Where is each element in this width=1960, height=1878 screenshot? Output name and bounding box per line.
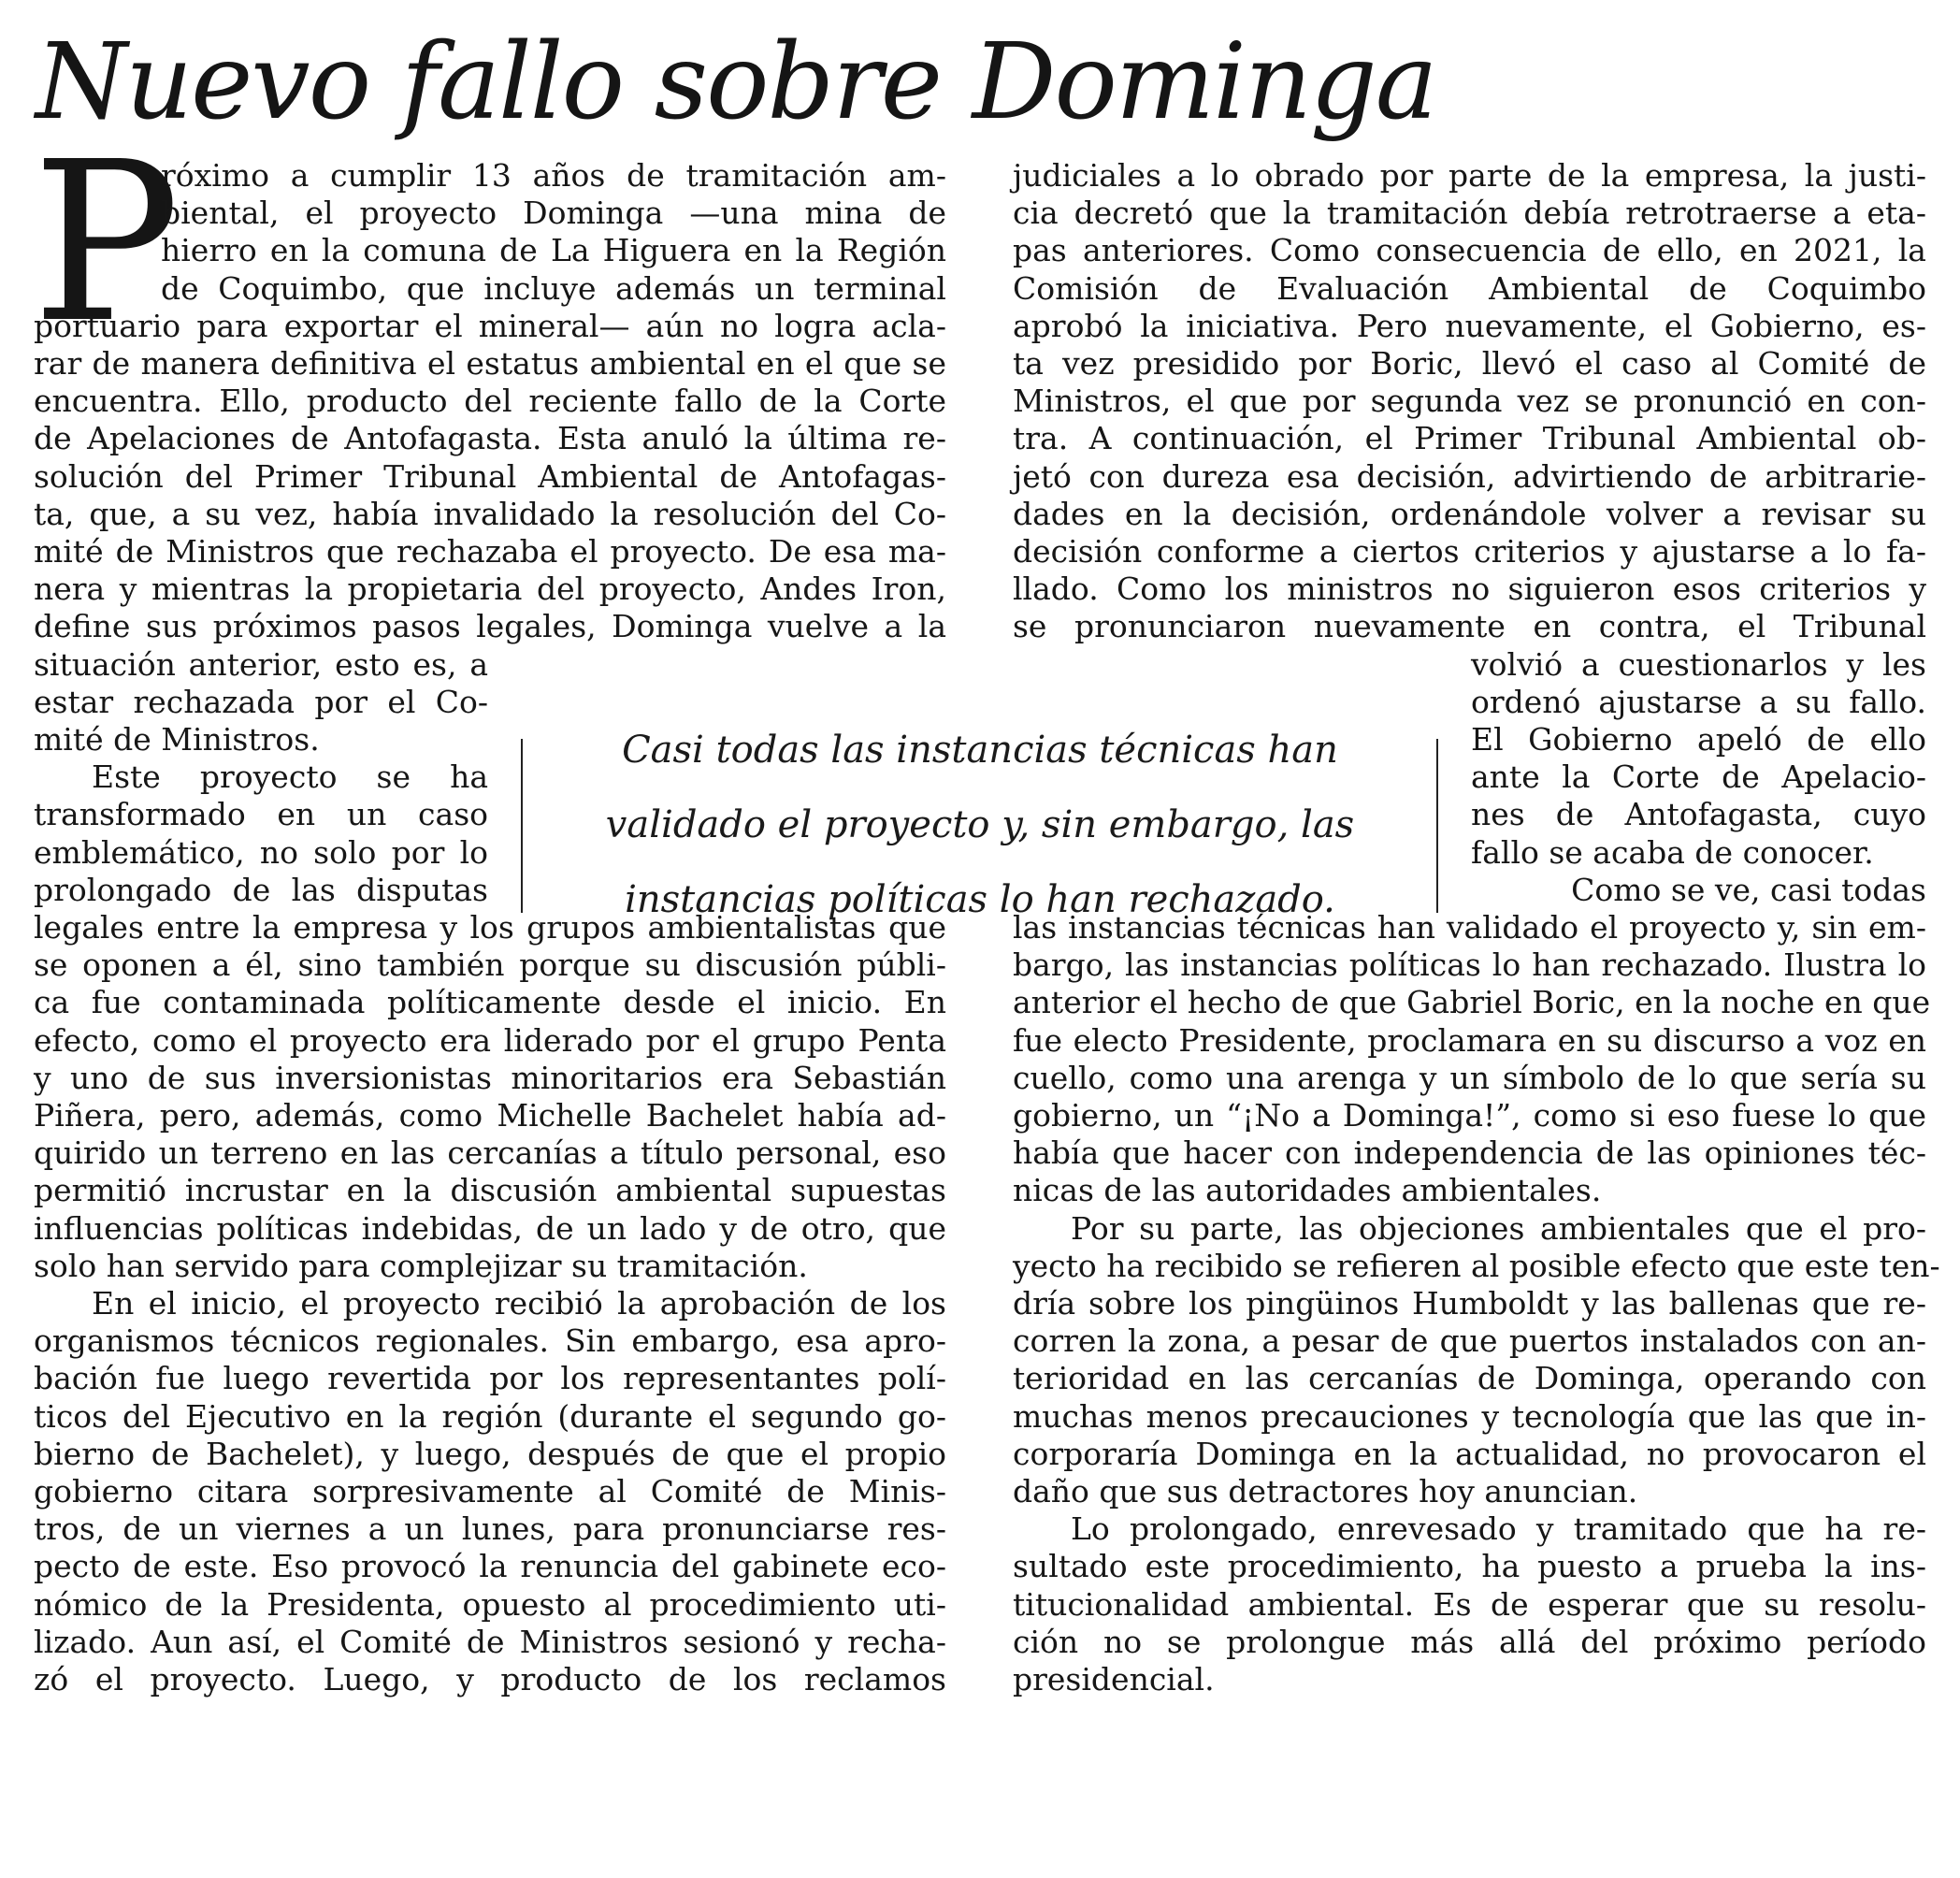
body-text-line: jetó con dureza esa decisión, advirtiendo de arbitrarie- bbox=[1013, 457, 1926, 495]
body-text-line: El Gobierno apeló de ello bbox=[1471, 721, 1926, 758]
body-text-line: bación fue luego revertida por los representantes polí- bbox=[34, 1360, 946, 1397]
body-text-line: daño que sus detractores hoy anuncian. bbox=[1013, 1473, 1638, 1510]
body-text-line: nómico de la Presidenta, opuesto al procedimiento uti- bbox=[34, 1585, 946, 1623]
body-text-line: efecto, como el proyecto era liderado por el grupo Penta bbox=[34, 1021, 946, 1059]
body-text-line: se oponen a él, sino también porque su discusión públi- bbox=[34, 946, 946, 984]
body-text-line: se pronunciaron nuevamente en contra, el Tribunal bbox=[1013, 608, 1926, 645]
body-text-line: judiciales a lo obrado por parte de la empresa, la justi- bbox=[1013, 157, 1926, 194]
body-text-line: volvió a cuestionarlos y les bbox=[1471, 645, 1926, 683]
body-text-line: de Coquimbo, que incluye además un terminal bbox=[161, 269, 946, 307]
body-text-line: pas anteriores. Como consecuencia de ello, en 2021, la bbox=[1013, 232, 1926, 269]
pull-quote-line: instancias políticas lo han rechazado. bbox=[625, 878, 1335, 921]
body-text-line: fue electo Presidente, proclamara en su discurso a voz en bbox=[1013, 1021, 1926, 1059]
body-text-line: nera y mientras la propietaria del proyecto, Andes Iron, bbox=[34, 571, 946, 608]
body-text-line: influencias políticas indebidas, de un lado y de otro, que bbox=[34, 1209, 946, 1247]
body-text-line: cia decretó que la tramitación debía retrotraerse a eta- bbox=[1013, 195, 1926, 232]
body-text-line: En el inicio, el proyecto recibió la aprobación de los bbox=[92, 1285, 946, 1322]
body-text-line: Este proyecto se ha bbox=[92, 758, 488, 796]
body-text-line: bierno de Bachelet), y luego, después de que el propio bbox=[34, 1435, 946, 1472]
body-text-line: había que hacer con independencia de las opiniones téc- bbox=[1013, 1134, 1926, 1172]
body-text-line: ca fue contaminada políticamente desde el inicio. En bbox=[34, 984, 946, 1021]
drop-cap: P bbox=[32, 114, 180, 371]
body-text-line: mité de Ministros que rechazaba el proyecto. De esa ma- bbox=[34, 533, 946, 570]
body-text-line: decisión conforme a ciertos criterios y ajustarse a lo fa- bbox=[1013, 533, 1926, 570]
body-text-line: define sus próximos pasos legales, Dominga vuelve a la bbox=[34, 608, 946, 645]
body-text-line: tros, de un viernes a un lunes, para pronunciarse res- bbox=[34, 1510, 946, 1548]
body-text-line: corren la zona, a pesar de que puertos instalados con an- bbox=[1013, 1322, 1926, 1360]
body-text-line: tra. A continuación, el Primer Tribunal Ambiental ob- bbox=[1013, 420, 1926, 457]
body-text-line: ta vez presidido por Boric, llevó el caso al Comité de bbox=[1013, 345, 1926, 382]
body-text-line: prolongado de las disputas bbox=[34, 871, 488, 908]
body-text-line: quirido un terreno en las cercanías a título personal, eso bbox=[34, 1134, 946, 1172]
body-text-line: aprobó la iniciativa. Pero nuevamente, el Gobierno, es- bbox=[1013, 307, 1926, 344]
body-text-line: solución del Primer Tribunal Ambiental de Antofagas- bbox=[34, 457, 946, 495]
body-text-line: portuario para exportar el mineral— aún no logra acla- bbox=[34, 307, 946, 344]
body-text-line: lizado. Aun así, el Comité de Ministros sesionó y recha- bbox=[34, 1623, 946, 1660]
body-text-line: rar de manera definitiva el estatus ambiental en el que se bbox=[34, 345, 946, 382]
body-text-line: Ministros, el que por segunda vez se pronunció en con- bbox=[1013, 383, 1926, 420]
body-text-line: ordenó ajustarse a su fallo. bbox=[1471, 683, 1926, 720]
body-text-line: anterior el hecho de que Gabriel Boric, en la noche en que bbox=[1013, 984, 1931, 1021]
body-text-line: permitió incrustar en la discusión ambiental supuestas bbox=[34, 1172, 946, 1209]
body-text-line: mité de Ministros. bbox=[34, 721, 320, 758]
body-text-line: cuello, como una arenga y un símbolo de lo que sería su bbox=[1013, 1059, 1926, 1096]
body-text-line: encuentra. Ello, producto del reciente fallo de la Corte bbox=[34, 383, 946, 420]
pull-quote-line: validado el proyecto y, sin embargo, las bbox=[605, 803, 1355, 846]
body-text-line: y uno de sus inversionistas minoritarios era Sebastián bbox=[34, 1059, 946, 1096]
body-text-line: róximo a cumplir 13 años de tramitación am- bbox=[161, 157, 946, 194]
body-text-line: gobierno citara sorpresivamente al Comité de Minis- bbox=[34, 1473, 946, 1510]
body-text-line: estar rechazada por el Co- bbox=[34, 683, 488, 720]
body-text-line: biental, el proyecto Dominga —una mina de bbox=[161, 195, 946, 232]
article-title: Nuevo fallo sobre Dominga bbox=[36, 22, 1436, 143]
body-text-line: corporaría Dominga en la actualidad, no provocaron el bbox=[1013, 1435, 1926, 1472]
body-text-line: bargo, las instancias políticas lo han rechazado. Ilustra lo bbox=[1013, 946, 1926, 984]
body-text-line: terioridad en las cercanías de Dominga, operando con bbox=[1013, 1360, 1926, 1397]
body-text-line: llado. Como los ministros no siguieron esos criterios y bbox=[1013, 571, 1926, 608]
body-text-line: organismos técnicos regionales. Sin embargo, esa apro- bbox=[34, 1322, 946, 1360]
body-text-line: sultado este procedimiento, ha puesto a prueba la ins- bbox=[1013, 1548, 1926, 1585]
body-text-line: gobierno, un “¡No a Dominga!”, como si eso fuese lo que bbox=[1013, 1097, 1926, 1134]
body-text-line: las instancias técnicas han validado el proyecto y, sin em- bbox=[1013, 909, 1926, 946]
body-text-line: solo han servido para complejizar su tramitación. bbox=[34, 1247, 808, 1284]
body-text-line: Lo prolongado, enrevesado y tramitado que ha re- bbox=[1071, 1510, 1926, 1548]
body-text-line: Comisión de Evaluación Ambiental de Coquimbo bbox=[1013, 269, 1926, 307]
body-text-line: situación anterior, esto es, a bbox=[34, 645, 488, 683]
body-text-line: hierro en la comuna de La Higuera en la Región bbox=[161, 232, 946, 269]
pull-quote-line: Casi todas las instancias técnicas han bbox=[622, 729, 1338, 772]
body-text-line: de Apelaciones de Antofagasta. Esta anuló la última re- bbox=[34, 420, 946, 457]
body-text-line: Por su parte, las objeciones ambientales que el pro- bbox=[1071, 1209, 1926, 1247]
body-text-line: dría sobre los pingüinos Humboldt y las ballenas que re- bbox=[1013, 1285, 1926, 1322]
body-text-line: nes de Antofagasta, cuyo bbox=[1471, 796, 1926, 833]
body-text-line: Como se ve, casi todas bbox=[1571, 871, 1926, 908]
body-text-line: Piñera, pero, además, como Michelle Bachelet había ad- bbox=[34, 1097, 946, 1134]
body-text-line: fallo se acaba de conocer. bbox=[1471, 833, 1874, 871]
pull-quote-rule-left bbox=[521, 739, 523, 913]
body-text-line: ta, que, a su vez, había invalidado la resolución del Co- bbox=[34, 495, 946, 532]
body-text-line: ticos del Ejecutivo en la región (durante el segundo go- bbox=[34, 1397, 946, 1435]
body-text-line: yecto ha recibido se refieren al posible efecto que este ten- bbox=[1013, 1247, 1940, 1284]
body-text-line: dades en la decisión, ordenándole volver a revisar su bbox=[1013, 495, 1926, 532]
body-text-line: legales entre la empresa y los grupos ambientalistas que bbox=[34, 909, 946, 946]
body-text-line: emblemático, no solo por lo bbox=[34, 833, 488, 871]
body-text-line: nicas de las autoridades ambientales. bbox=[1013, 1172, 1602, 1209]
body-text-line: transformado en un caso bbox=[34, 796, 488, 833]
body-text-line: muchas menos precauciones y tecnología que las que in- bbox=[1013, 1397, 1926, 1435]
body-text-line: titucionalidad ambiental. Es de esperar que su resolu- bbox=[1013, 1585, 1926, 1623]
body-text-line: ción no se prolongue más allá del próximo período bbox=[1013, 1623, 1926, 1660]
body-text-line: pecto de este. Eso provocó la renuncia del gabinete eco- bbox=[34, 1548, 946, 1585]
body-text-line: ante la Corte de Apelacio- bbox=[1471, 758, 1926, 796]
body-text-line: presidencial. bbox=[1013, 1661, 1215, 1697]
body-text-line: zó el proyecto. Luego, y producto de los reclamos bbox=[34, 1661, 946, 1697]
